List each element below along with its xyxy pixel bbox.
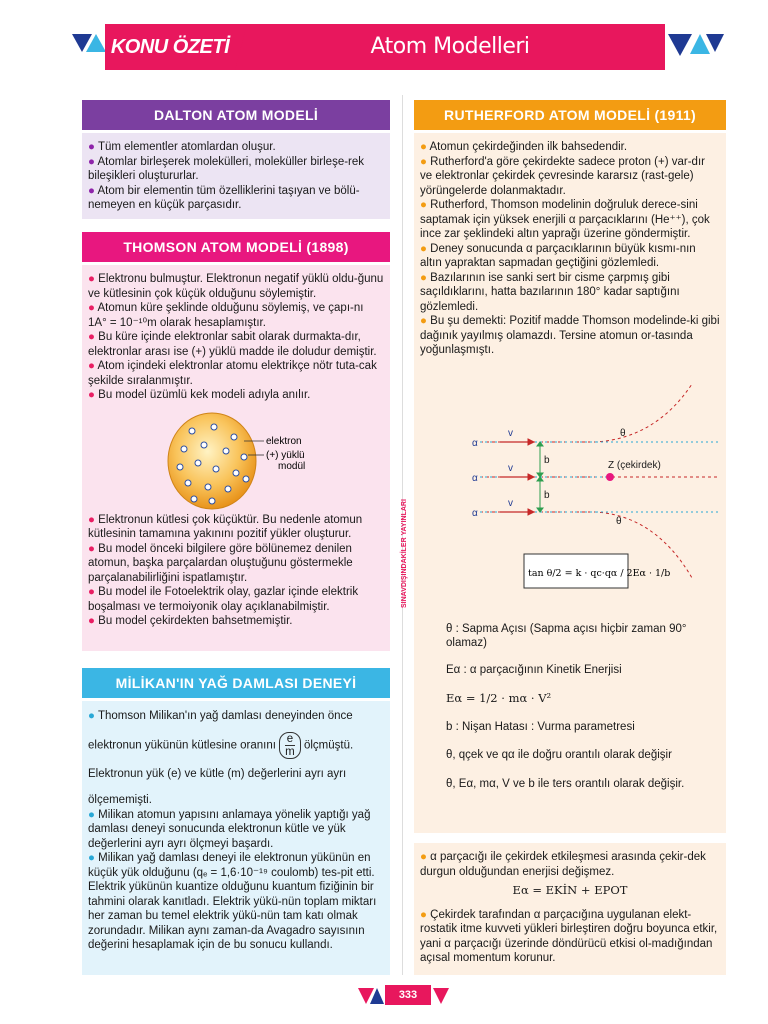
dalton-title: DALTON ATOM MODELİ	[82, 100, 390, 130]
positive-label: (+) yüklü	[266, 449, 305, 461]
thomson-model-figure	[88, 407, 384, 511]
definition: Eα : α parçacığının Kinetik Enerjisi	[446, 663, 622, 676]
ratio-fraction: $\frac{e}{m}$	[279, 732, 301, 759]
thomson-title: THOMSON ATOM MODELİ (1898)	[82, 232, 390, 262]
electron-label: elektron	[266, 435, 302, 447]
rutherford-title: RUTHERFORD ATOM MODELİ (1911)	[414, 100, 726, 130]
triangle-decor-right-1	[668, 34, 692, 56]
page-title: Atom Modelleri	[370, 34, 530, 59]
definition: b : Nişan Hatası : Vurma parametresi	[446, 720, 635, 733]
thomson-item: ● Bu model önceki bilgilere göre bölünemez denilen atomun, başka parçalardan oluştuğunu göstermekle parçalanabilirliğini ispatlamıştır.	[88, 542, 353, 584]
thomson-item: ● Bu küre içinde elektronlar sabit olarak durmakta-dır, elektronlar arası ise (+) yüklü madde ile doludur demiştir.	[88, 331, 377, 358]
alpha-label: α	[472, 437, 478, 449]
theta-label: θ	[616, 515, 622, 527]
triangle-decor-right-3	[706, 34, 724, 52]
v-label: v	[508, 462, 513, 474]
b-label: b	[544, 454, 550, 466]
dalton-item: ● Tüm elementler atomlardan oluşur.	[88, 141, 276, 153]
velocity-arrows	[500, 439, 534, 515]
nucleus-label: Z (çekirdek)	[608, 459, 661, 471]
thomson-content	[82, 265, 390, 651]
footer-triangle-3	[433, 988, 449, 1004]
thomson-item: ● Atom içindeki elektronlar atomu elektrikçe nötr tuta-cak şekilde sıralanmıştır.	[88, 360, 377, 387]
definition: θ : Sapma Açısı (Sapma açısı hiçbir zaman 90° olamaz)	[446, 622, 687, 649]
milikan-line: ● Thomson Milikan'ın yağ damlası deneyinden önce	[88, 710, 353, 722]
triangle-decor-left-2	[86, 34, 106, 52]
definition: θ, Eα, mα, V ve b ile ters orantılı olarak değişir.	[446, 777, 685, 790]
note-item: ● α parçacığı ile çekirdek etkileşmesi arasında çekir-dek durgun olduğundan enerjisi değişmez.	[420, 851, 706, 878]
rutherford-item: ● Rutherford'a göre çekirdekte sadece proton (+) var-dır ve elektronlar çekirdek çevresinde kararsız (rast-gele) yörüngelerde dolanmaktadır.	[420, 155, 705, 197]
footer-triangle-2	[370, 988, 384, 1004]
rutherford-item: ● Deney sonucunda α parçacıklarının büyük kısmı-nın altın yapraktan sapmadan geçtiğini gözlemledi.	[420, 242, 696, 269]
dalton-content	[82, 133, 390, 219]
thomson-item: ● Atomun küre şeklinde olduğunu söylemiş, ve çapı-nı 1A° = 10⁻¹⁰m olarak hesaplamıştır.	[88, 302, 364, 329]
rutherford-item: ● Bu şu demekti: Pozitif madde Thomson modelinde-ki gibi dağınık yayılmış olamazdı. Tersine atomun or-tasında yoğunlaşmıştı.	[420, 315, 720, 356]
thomson-item: ● Bu model üzümlü kek modeli adıyla anılır.	[88, 389, 311, 401]
rutherford-item: ● Bazılarının ise sanki sert bir cisme çarpmış gibi saçıldıklarını, hatta bazılarının 180° kadar saptığını gözlemledi.	[420, 271, 680, 313]
rutherford-content	[414, 133, 726, 833]
rutherford-item: ● Rutherford, Thomson modelinin doğruluk derece-sini saptamak için yüksek enerjili α parçacıklarını (He⁺⁺), çok ince zar şeklindeki altın yaprağı üzerine göndermiştir.	[420, 199, 710, 240]
section-badge: KONU ÖZETİ	[105, 24, 235, 70]
v-label: v	[508, 427, 513, 439]
rutherford-item: ● Atomun çekirdeğinden ilk bahsedendir.	[420, 141, 628, 153]
alpha-label: α	[472, 507, 478, 519]
milikan-line: ölçememişti.	[88, 794, 152, 806]
thomson-item: ● Elektronu bulmuştur. Elektronun negatif yüklü oldu-ğunu ve kütlesinin çok küçük olduğunu söylemiştir.	[88, 273, 384, 300]
note-item: ● Çekirdek tarafından α parçacığına uygulanan elekt-rostatik itme kuvveti yükleri birleştiren doğru boyunca etkir, yani α parçacığı üzerinde döndürücü etkisi ol-madığından açısal momentum korunur.	[420, 908, 718, 964]
definition: Eα = 1/2 · mα · V²	[446, 691, 552, 705]
positive-label-2: modül	[278, 460, 306, 472]
dalton-item: ● Atom bir elementin tüm özelliklerini taşıyan ve bölü-nemeyen en küçük parçasıdır.	[88, 184, 360, 211]
thomson-item: ● Bu model ile Fotoelektrik olay, gazlar içinde elektrik boşalması ve termoiyonik olay açıklanabilmiştir.	[88, 586, 359, 613]
v-label: v	[508, 497, 513, 509]
theta-label: θ	[620, 427, 626, 439]
milikan-content	[82, 701, 390, 975]
milikan-item: ● Milikan atomun yapısını anlamaya yönelik yaptığı yağ damlası deneyi sonucunda elektronun kütle ve yük değerlerini ayrı ayrı ölçmeyi başardı.	[88, 808, 371, 850]
milikan-line: Elektronun yük (e) ve kütle (m) değerlerini ayrı ayrı	[88, 767, 347, 780]
energy-equation: Eα = EKİN + EPOT	[512, 883, 628, 897]
dalton-item: ● Atomlar birleşerek molekülleri, moleküller birleşe-rek bileşikleri oluştururlar.	[88, 155, 365, 182]
milikan-line: elektronun yükünün kütlesine oranını $\frac{e}{m}$ ölçmüştü.	[88, 732, 354, 758]
header	[0, 0, 768, 90]
milikan-title: MİLİKAN'IN YAĞ DAMLASI DENEYİ	[82, 668, 390, 698]
milikan-item: ● Milikan yağ damlası deneyi ile elektronun yükünün en küçük yük olduğunu (qₑ = 1,6·10⁻¹⁹ coulomb) tes-pit etti. Elektrik yükünün kuantize olduğunu kuantum fiziğinin bir tahmini olarak kanıtladı. Elektrik yükü-nün toplam miktarı her zaman bu temel elektrik yükü-nün tam katı olmak zorundadır. Milikan aynı zaman-da Avagadro sayısının değerini hesaplamak için de bu sonucu kullandı.	[88, 852, 377, 951]
thomson-item: ● Elektronun kütlesi çok küçüktür. Bu nedenle atomun kütlesinin tamamına yakınını pozitif yükler oluşturur.	[88, 513, 363, 540]
page-number: 333	[385, 985, 431, 1005]
scattering-formula: tan θ/2 = k · qc·qα / 2Eα · 1/b	[528, 567, 671, 579]
b-label: b	[544, 489, 550, 501]
nucleus-dot	[606, 473, 614, 481]
alpha-label: α	[472, 472, 478, 484]
publisher-sidebar	[392, 490, 412, 610]
definition: θ, qçek ve qα ile doğru orantılı olarak değişir	[446, 749, 672, 761]
thomson-item: ● Bu model çekirdekten bahsetmemiştir.	[88, 615, 293, 627]
rutherford-note	[414, 843, 726, 975]
scattering-diagram	[420, 366, 720, 616]
svg-text:SINAVDIŞINDAKİLER YAYINLARI: SINAVDIŞINDAKİLER YAYINLARI	[401, 499, 408, 608]
